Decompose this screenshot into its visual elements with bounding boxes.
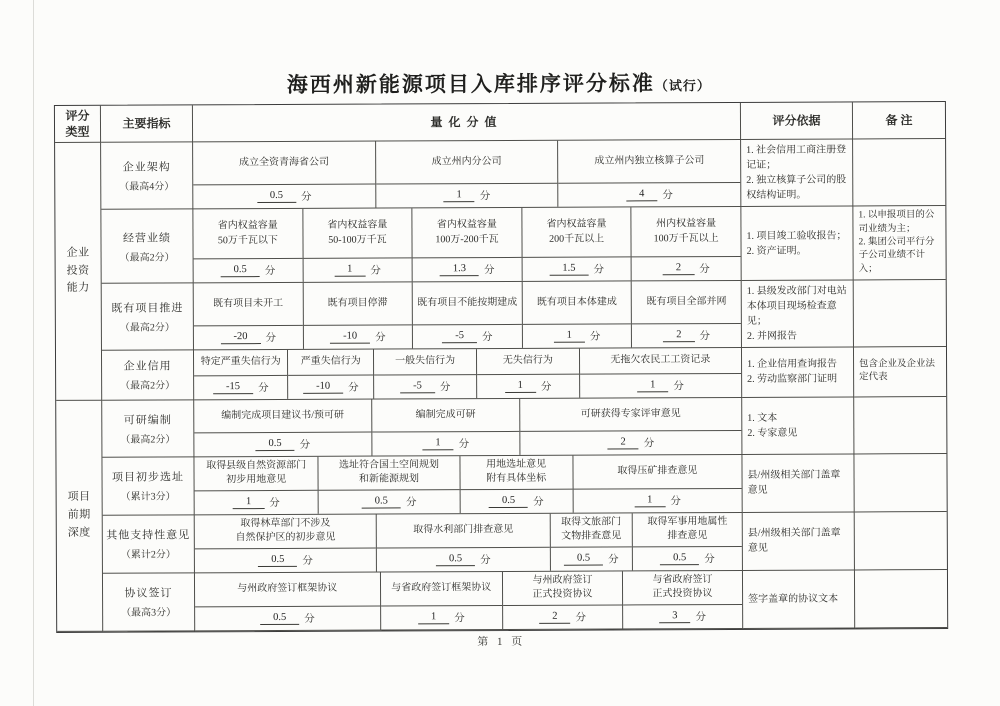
indicator-cell	[102, 457, 194, 515]
option-label: 成立州内独立核算子公司	[558, 140, 740, 184]
option-cell	[303, 282, 413, 348]
indicator-max-score: （最高4分）	[119, 181, 175, 194]
score-value: 0.5	[436, 553, 475, 566]
option-cell	[520, 398, 741, 455]
indicator-cell	[103, 573, 195, 631]
option-score	[573, 489, 741, 513]
option-score	[381, 606, 503, 630]
score-value: -10	[330, 330, 370, 343]
option-cell	[374, 349, 477, 398]
option-cell	[194, 350, 289, 399]
option-label: 严重失信行为	[288, 349, 373, 375]
score-unit: 分	[264, 265, 276, 277]
remark-cell	[854, 397, 946, 454]
score-unit: 分	[695, 611, 707, 624]
option-label: 与州政府签订 正式投资协议	[503, 571, 622, 606]
option-score	[623, 605, 742, 629]
option-score	[195, 491, 318, 515]
score-value: 1	[505, 380, 536, 393]
option-label: 省内权益容量 50-100万千瓦	[303, 209, 412, 259]
option-cell	[558, 140, 740, 207]
option-label: 编制完成可研	[372, 399, 519, 433]
option-label: 选址符合国土空间规划 和新能源规划	[319, 456, 459, 491]
score-unit: 分	[704, 553, 715, 565]
score-unit: 分	[375, 332, 386, 344]
option-score	[522, 257, 631, 280]
option-cell	[573, 455, 741, 513]
option-score	[195, 606, 380, 630]
option-cell	[503, 571, 623, 629]
score-value: 0.5	[362, 495, 401, 508]
score-unit: 分	[673, 381, 684, 393]
remark-cell: 1. 以申报项目的公司业绩为主； 2. 集团公司平行分子公司业绩不计入；	[853, 206, 945, 280]
score-value: 2	[663, 329, 694, 342]
option-cell	[194, 283, 304, 349]
score-unit: 分	[405, 497, 417, 509]
score-value: 2	[663, 262, 694, 275]
score-unit: 分	[299, 439, 311, 451]
score-value: 1	[233, 496, 264, 509]
option-cell	[319, 456, 460, 514]
score-value: 1	[418, 611, 449, 624]
basis-cell: 县/州级相关部门盖章意见	[743, 512, 855, 570]
option-score	[460, 490, 572, 513]
indicator-max-score: （累计3分）	[120, 491, 176, 504]
indicator-max-score: （最高2分）	[120, 380, 176, 393]
option-cell	[580, 348, 741, 398]
header-quantified-score: 量化分值	[193, 103, 741, 143]
indicator-cell	[101, 210, 193, 284]
options-cell	[194, 348, 742, 400]
score-value: 0.5	[221, 264, 260, 277]
option-label: 既有项目未开工	[194, 283, 303, 326]
option-label: 取得军事用地属性 排查意见	[633, 513, 742, 547]
option-label: 既有项目全部并网	[632, 281, 741, 324]
option-score	[288, 375, 373, 398]
option-cell	[413, 208, 523, 281]
score-value: 3	[659, 610, 690, 623]
option-label: 取得林草部门不涉及 自然保护区的初步意见	[195, 514, 376, 549]
option-label: 既有项目不能按期建成	[413, 282, 522, 325]
score-unit: 分	[593, 264, 605, 276]
option-score	[376, 184, 558, 208]
score-unit: 分	[302, 555, 313, 567]
score-value: 0.5	[489, 495, 528, 508]
option-label: 一般失信行为	[374, 349, 476, 375]
score-value: -20	[220, 331, 260, 344]
options-cell	[194, 398, 742, 457]
option-cell	[623, 571, 742, 629]
option-score	[503, 605, 622, 629]
table-header-row	[55, 102, 945, 143]
basis-cell: 签字盖章的协议文本	[743, 570, 855, 628]
basis-cell: 县/州级相关部门盖章意见	[742, 454, 854, 512]
indicator-cell	[102, 400, 194, 457]
option-cell	[303, 209, 413, 282]
basis-cell: 1. 社会信用工商注册登记证； 2. 独立核算子公司的股权结构证明。	[741, 140, 853, 207]
option-label: 成立全资青海省公司	[193, 142, 375, 186]
option-score	[632, 257, 741, 280]
score-value: 4	[626, 189, 657, 202]
options-cell	[194, 455, 742, 515]
option-cell	[288, 349, 374, 398]
score-unit: 分	[480, 554, 491, 566]
options-cell	[195, 571, 743, 631]
options-cell	[194, 281, 742, 350]
score-value: -5	[400, 380, 435, 393]
option-score	[413, 258, 522, 281]
indicator-name: 协议签订	[124, 587, 173, 600]
option-label: 与省政府签订框架协议	[380, 572, 502, 607]
score-unit: 分	[454, 613, 465, 625]
option-label: 省内权益容量 200千瓦以上	[522, 208, 631, 258]
remark-cell: 包含企业及企业法定代表	[854, 347, 946, 397]
row-group-label: 项目前期深度	[56, 401, 103, 632]
option-score	[520, 431, 741, 455]
indicator-name: 企业架构	[122, 161, 171, 175]
score-unit: 分	[483, 264, 495, 276]
score-unit: 分	[304, 613, 315, 625]
score-unit: 分	[575, 612, 586, 624]
score-unit: 分	[458, 438, 470, 451]
score-value: 1	[443, 189, 474, 202]
options-cell	[193, 207, 741, 283]
header-score-type: 评分类型	[55, 106, 101, 144]
option-label: 与省政府签订 正式投资协议	[623, 571, 742, 606]
option-score	[374, 375, 476, 398]
option-cell	[194, 399, 372, 456]
remark-cell	[855, 512, 947, 570]
option-label: 取得水利部门排查意见	[377, 514, 549, 549]
score-unit: 分	[370, 265, 381, 277]
indicator-name: 经营业绩	[122, 232, 172, 245]
header-main-indicator: 主要指标	[101, 105, 193, 143]
option-score	[413, 325, 522, 348]
option-score	[303, 325, 412, 348]
score-value: 1	[554, 329, 585, 342]
score-value: 0.5	[660, 552, 699, 565]
score-unit: 分	[439, 382, 451, 394]
indicator-name: 可研编制	[123, 414, 172, 427]
option-score	[194, 432, 371, 456]
option-label: 取得压矿排查意见	[573, 455, 741, 490]
option-label: 用地选址意见 附有具体坐标	[460, 456, 572, 490]
score-unit: 分	[589, 331, 601, 343]
option-score	[372, 432, 519, 456]
score-value: 1	[334, 263, 365, 276]
option-score	[550, 547, 632, 570]
score-value: 2	[539, 611, 570, 624]
indicator-max-score: （最高2分）	[120, 434, 176, 446]
option-score	[194, 326, 303, 349]
indicator-name: 其他支持性意见	[106, 529, 191, 543]
option-score	[195, 548, 376, 572]
indicator-max-score: （累计2分）	[120, 549, 176, 562]
option-label: 成立州内分公司	[376, 141, 558, 185]
option-label: 既有项目停滞	[303, 282, 412, 325]
option-cell	[522, 281, 632, 347]
score-unit: 分	[699, 330, 711, 342]
page-title-text: 海西州新能源项目入库排序评分标准	[286, 71, 655, 97]
score-unit: 分	[608, 554, 619, 566]
score-value: 1	[637, 379, 668, 392]
remark-cell	[854, 280, 946, 347]
basis-cell: 1. 项目竣工验收报告； 2. 资产证明。	[741, 207, 853, 281]
remark-cell	[854, 454, 946, 512]
options-cell	[193, 140, 741, 209]
header-scoring-basis: 评分依据	[741, 102, 853, 140]
option-label: 编制完成项目建议书/预可研	[194, 399, 371, 433]
score-unit: 分	[670, 496, 681, 508]
score-value: 1	[634, 494, 665, 507]
score-value: 1.5	[549, 262, 588, 275]
page-title-suffix: （试行）	[654, 78, 711, 94]
remark-cell	[853, 139, 945, 206]
score-unit: 分	[643, 438, 655, 450]
option-cell	[380, 572, 503, 630]
option-score	[559, 183, 741, 207]
option-cell	[477, 349, 580, 398]
score-unit: 分	[479, 191, 491, 203]
option-cell	[633, 513, 742, 570]
option-label: 省内权益容量 100万-200千瓦	[413, 208, 522, 258]
option-score	[523, 324, 632, 347]
option-score	[632, 324, 741, 347]
score-unit: 分	[540, 381, 552, 393]
indicator-cell	[102, 283, 194, 350]
option-score	[477, 375, 579, 398]
score-value: 0.5	[258, 554, 297, 567]
indicator-name: 企业信用	[123, 360, 172, 374]
score-unit: 分	[699, 263, 710, 275]
option-label: 可研获得专家评审意见	[520, 398, 741, 432]
option-cell	[632, 281, 741, 347]
option-cell	[372, 399, 521, 456]
option-score	[193, 185, 375, 209]
indicator-max-score: （最高3分）	[121, 607, 177, 620]
option-label: 省内权益容量 50万千瓦以下	[193, 209, 302, 259]
indicator-cell	[102, 350, 194, 400]
score-value: 0.5	[257, 190, 296, 203]
option-cell	[632, 207, 741, 280]
score-unit: 分	[258, 382, 269, 394]
option-label: 州内权益容量 100万千瓦以上	[632, 207, 741, 257]
option-score	[377, 548, 549, 572]
option-cell	[550, 513, 633, 570]
option-cell	[377, 514, 551, 572]
score-value: -10	[303, 381, 343, 394]
indicator-name: 既有项目推进	[111, 302, 184, 315]
score-value: 1	[422, 437, 453, 450]
options-cell	[195, 513, 743, 573]
option-label: 取得文旅部门 文物排查意见	[550, 513, 632, 547]
table-body	[55, 139, 947, 631]
score-value: 0.5	[255, 438, 294, 451]
basis-cell: 1. 县级发改部门对电站本体项目现场检查意见； 2. 并网报告	[742, 280, 854, 347]
score-unit: 分	[300, 192, 312, 204]
score-unit: 分	[662, 190, 673, 202]
indicator-cell	[101, 143, 193, 210]
score-value: -5	[442, 330, 477, 343]
indicator-max-score: （最高2分）	[119, 322, 175, 334]
score-value: 2	[608, 436, 639, 449]
option-cell	[460, 456, 573, 513]
indicator-max-score: （最高2分）	[119, 252, 175, 264]
option-cell	[522, 208, 632, 281]
basis-cell: 1. 企业信用查询报告 2. 劳动监察部门证明	[742, 347, 854, 397]
option-cell	[194, 457, 319, 515]
option-score	[580, 374, 741, 398]
option-score	[633, 547, 742, 570]
score-value: 0.5	[260, 612, 299, 625]
basis-cell: 1. 文本 2. 专家意见	[742, 397, 854, 454]
score-value: 1.3	[440, 263, 479, 276]
option-label: 既有项目本体建成	[522, 281, 631, 324]
score-unit: 分	[482, 331, 493, 343]
option-cell	[376, 141, 559, 208]
option-score	[303, 258, 412, 281]
remark-cell	[855, 570, 947, 628]
option-label: 特定严重失信行为	[194, 350, 287, 376]
option-cell	[195, 572, 381, 630]
option-label: 无拖欠农民工工资记录	[580, 348, 741, 375]
option-cell	[193, 142, 376, 209]
header-remarks: 备 注	[853, 102, 945, 140]
scoring-table	[54, 101, 948, 633]
option-cell	[193, 209, 303, 282]
score-unit: 分	[348, 382, 359, 394]
indicator-cell	[103, 515, 195, 573]
score-unit: 分	[265, 332, 277, 344]
option-label: 取得县级自然资源部门 初步用地意见	[194, 457, 318, 492]
indicator-name: 项目初步选址	[112, 471, 185, 485]
score-value: -15	[213, 381, 253, 394]
option-cell	[195, 514, 378, 572]
score-unit: 分	[533, 496, 544, 508]
page-number: 第 1 页	[477, 635, 526, 649]
score-value: 0.5	[564, 552, 603, 565]
option-label: 与州政府签订框架协议	[195, 572, 380, 607]
row-group-label: 企业投资能力	[55, 143, 102, 401]
page-title	[0, 66, 999, 100]
option-cell	[413, 282, 523, 348]
option-score	[194, 259, 303, 282]
option-score	[319, 490, 459, 514]
option-label: 无失信行为	[477, 349, 579, 375]
option-score	[194, 376, 287, 399]
score-unit: 分	[269, 497, 280, 509]
